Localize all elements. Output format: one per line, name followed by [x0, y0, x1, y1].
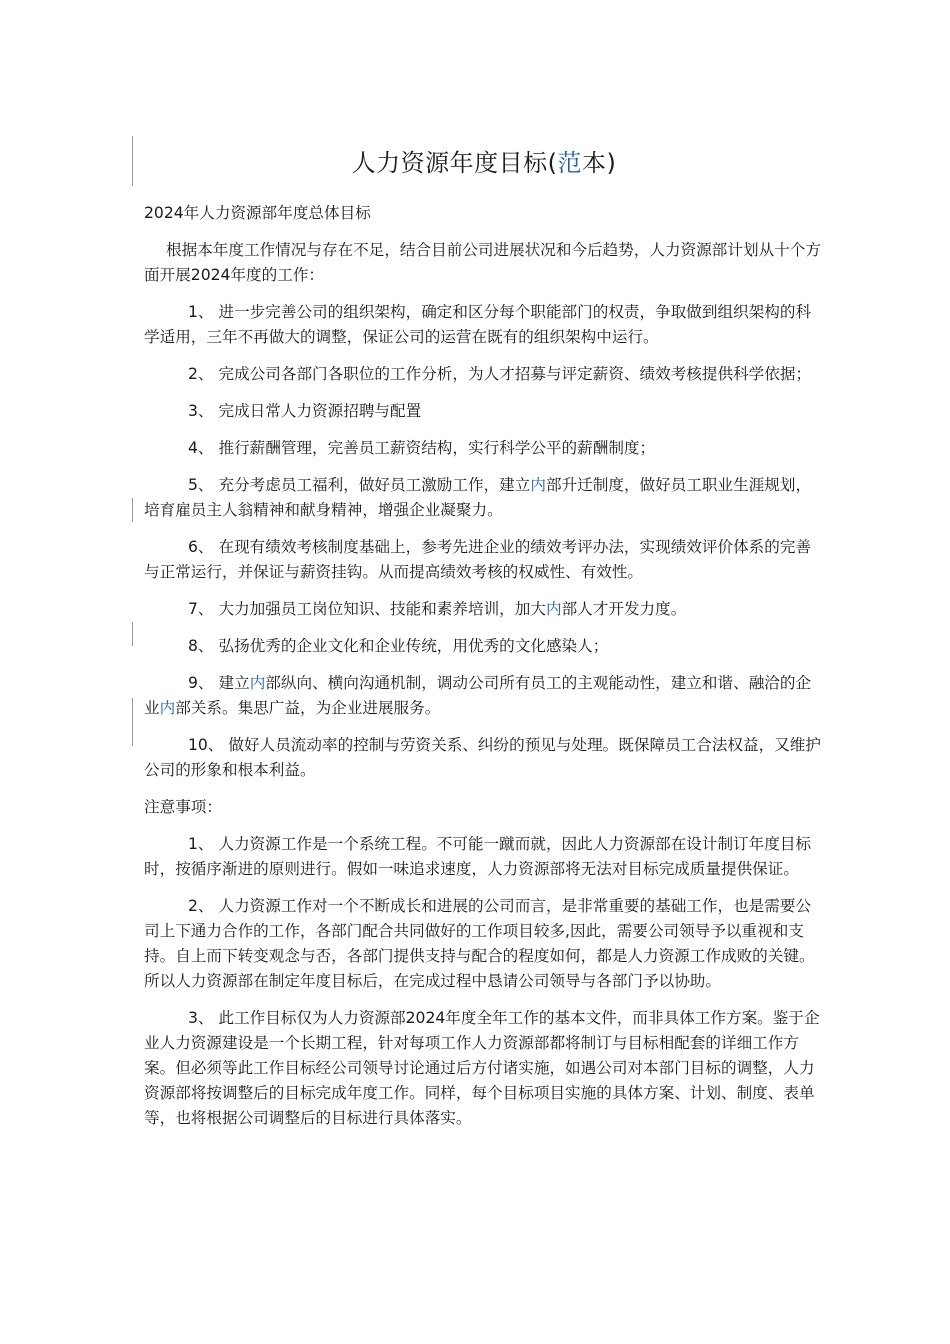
intro-paragraph: 根据本年度工作情况与存在不足，结合目前公司进展状况和今后趋势，人力资源部计划从十个方面开展2024年度的工作：	[144, 241, 821, 284]
goal-text: 完成公司各部门各职位的工作分析，为人才招募与评定薪资、绩效考核提供科学依据；	[218, 365, 812, 383]
document-body	[144, 201, 822, 1143]
goal-number: 9、	[188, 674, 214, 692]
goal-text-highlight: 内	[249, 674, 266, 692]
note-item-1	[144, 832, 822, 882]
title-highlight: 范	[557, 149, 582, 177]
goal-item-7	[144, 597, 822, 622]
note-number: 2、	[188, 897, 214, 915]
goal-number: 8、	[188, 637, 214, 655]
goal-item-10	[144, 733, 822, 783]
note-number: 1、	[188, 835, 214, 853]
goal-text-post: 部升迁制度，做好员工职业生涯规划，培育雇员主人翁精神和献身精神，增强企业凝聚力。	[144, 476, 812, 519]
goal-number: 1、	[188, 303, 214, 321]
goal-number: 2、	[188, 365, 214, 383]
note-item-2	[144, 894, 822, 994]
goal-item-4	[144, 436, 822, 461]
goal-text: 进一步完善公司的组织架构，确定和区分每个职能部门的权责，争取做到组织架构的科学适用，三年不再做大的调整，保证公司的运营在既有的组织架构中运行。	[144, 303, 812, 346]
goal-text-highlight: 内	[545, 600, 562, 618]
goal-number: 6、	[188, 538, 214, 556]
goal-item-6	[144, 535, 822, 585]
note-text: 人力资源工作对一个不断成长和进展的公司而言，是非常重要的基础工作，也是需要公司上下通力合作的工作，各部门配合共同做好的工作项目较多,因此，需要公司领导予以重视和支持。自上而下转变观念与否，各部门提供支持与配合的程度如何，都是人力资源工作成败的关键。所以人力资源部在制定年度目标后，在完成过程中恳请公司领导与各部门予以协助。	[144, 897, 815, 990]
goal-number: 7、	[188, 600, 214, 618]
change-bar-goal-7	[132, 622, 133, 646]
goal-text: 做好人员流动率的控制与劳资关系、纠纷的预见与处理。既保障员工合法权益，又维护公司的形象和根本利益。	[144, 736, 821, 779]
section-subtitle: 2024年人力资源部年度总体目标	[144, 204, 371, 222]
goal-text-highlight-2: 内	[159, 699, 176, 717]
title-end: 本)	[582, 149, 617, 177]
goal-text-mid: 部纵向、横向沟通机制，调动公司所有员工的主观能动性，建立和谐、融洽的企业	[144, 674, 812, 717]
note-item-3	[144, 1006, 822, 1131]
goal-item-8	[144, 634, 822, 659]
goal-text-post: 部人才开发力度。	[561, 600, 687, 618]
goal-text: 完成日常人力资源招聘与配置	[218, 402, 422, 420]
note-text: 此工作目标仅为人力资源部2024年度全年工作的基本文件，而非具体工作方案。鉴于企业人力资源建设是一个长期工程，针对每项工作人力资源部都将制订与目标相配套的详细工作方案。但必须等此工作目标经公司领导讨论通过后方付诸实施，如遇公司对本部门目标的调整，人力资源部将按调整后的目标完成年度工作。同样，每个目标项目实施的具体方案、计划、制度、表单等，也将根据公司调整后的目标进行具体落实。	[144, 1009, 820, 1127]
notes-heading: 注意事项：	[144, 798, 222, 816]
goal-item-9	[144, 671, 822, 721]
goal-text-pre: 充分考虑员工福利，做好员工激励工作，建立	[218, 476, 531, 494]
goal-number: 5、	[188, 476, 214, 494]
goal-text: 弘扬优秀的企业文化和企业传统，用优秀的文化感染人；	[218, 637, 609, 655]
document-title	[144, 146, 824, 180]
goal-item-1	[144, 300, 822, 350]
goal-text: 推行薪酬管理，完善员工薪资结构，实行科学公平的薪酬制度；	[218, 439, 656, 457]
change-bar-goal-5	[132, 498, 133, 522]
goal-text-highlight: 内	[530, 476, 546, 494]
change-bar-title	[132, 136, 133, 186]
goal-item-5	[144, 473, 822, 523]
note-text: 人力资源工作是一个系统工程。不可能一蹴而就，因此人力资源部在设计制订年度目标时，按循序渐进的原则进行。假如一味追求速度，人力资源部将无法对目标完成质量提供保证。	[144, 835, 812, 878]
note-number: 3、	[188, 1009, 214, 1027]
goal-text-post: 部关系。集思广益，为企业进展服务。	[175, 699, 441, 717]
goal-text-pre: 大力加强员工岗位知识、技能和素养培训，加大	[218, 600, 546, 618]
change-bar-goal-9	[132, 698, 133, 746]
goal-text-pre: 建立	[218, 674, 250, 692]
title-main: 人力资源年度目标(	[351, 149, 558, 177]
goal-item-3	[144, 399, 822, 424]
goal-item-2	[144, 362, 822, 387]
goal-text: 在现有绩效考核制度基础上，参考先进企业的绩效考评办法，实现绩效评价体系的完善与正常运行，并保证与薪资挂钩。从而提高绩效考核的权威性、有效性。	[144, 538, 812, 581]
goal-number: 3、	[188, 402, 214, 420]
goal-number: 10、	[188, 736, 224, 754]
goal-number: 4、	[188, 439, 214, 457]
